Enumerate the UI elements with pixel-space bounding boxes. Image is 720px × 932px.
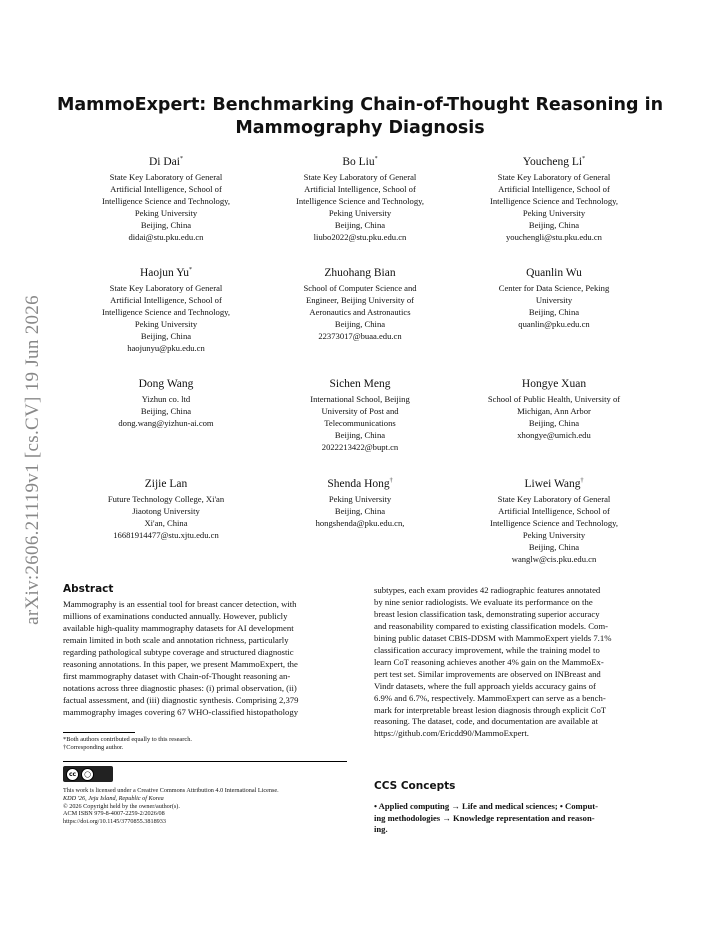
author-block: Quanlin Wu Center for Data Science, Peking University Beijing, China quanlin@pku.edu.cn	[498, 266, 610, 330]
author-block: Dong Wang Yizhun co. ltd Beijing, China dong.wang@yizhun-ai.com	[118, 377, 214, 429]
author-block: Youcheng Li* State Key Laboratory of General Artificial Intelligence, School of Intelligence Science and Technology, Peking University Beijing, China youchengli@stu.pku.edu.cn	[489, 155, 619, 243]
footnote-rule	[63, 732, 135, 733]
author-block: Haojun Yu* State Key Laboratory of General Artificial Intelligence, School of Intelligence Science and Technology, Peking University Beijing, China haojunyu@pku.edu.cn	[101, 266, 231, 354]
author-block: Sichen Meng International School, Beijing University of Post and Telecommunications Beijing, China 2022213422@bupt.cn	[310, 377, 410, 453]
doi-link[interactable]: https://doi.org/10.1145/3770855.3818933	[63, 818, 166, 826]
author-name: Hongye Xuan	[521, 377, 587, 390]
author-block: Liwei Wang† State Key Laboratory of General Artificial Intelligence, School of Intelligence Science and Technology, Peking University Beijing, China wanglw@cis.pku.edu.cn	[489, 477, 619, 565]
author-block: Di Dai* State Key Laboratory of General Artificial Intelligence, School of Intelligence Science and Technology, Peking University Beijing, China didai@stu.pku.edu.cn	[101, 155, 231, 243]
author-name: Zijie Lan	[144, 477, 188, 490]
author-name: Bo Liu	[342, 155, 375, 168]
author-block: Shenda Hong† Peking University Beijing, China hongshenda@pku.edu.cn,	[315, 477, 405, 529]
ccs-concepts: • Applied computing → Life and medical sciences; • Comput- ing methodologies → Knowledge representation and reason- ing.	[374, 801, 598, 834]
author-name: Dong Wang	[138, 377, 194, 390]
license-rule	[63, 761, 347, 762]
footnotes: *Both authors contributed equally to this research. †Corresponding author.	[63, 736, 193, 751]
author-name: Liwei Wang	[524, 477, 581, 490]
ccs-heading: CCS Concepts	[374, 780, 456, 792]
author-name: Haojun Yu	[139, 266, 190, 279]
author-block: Zhuohang Bian School of Computer Science and Engineer, Beijing University of Aeronautics and Astronautics Beijing, China 22373017@buaa.edu.cn	[303, 266, 417, 342]
author-block: Hongye Xuan School of Public Health, University of Michigan, Ann Arbor Beijing, China xhongye@umich.edu	[487, 377, 621, 441]
author-name: Di Dai	[149, 155, 180, 168]
license-notice: This work is licensed under a Creative Commons Attribution 4.0 International License. KDD '26, Jeju Island, Republic of Korea © 2026 Copyright held by the owner/author(s). ACM ISBN 979-8-4007-2259-2/2026/08 https://doi.org/10.1145/3770855.3818933	[63, 787, 279, 826]
author-name: Sichen Meng	[329, 377, 391, 390]
abstract-heading: Abstract	[63, 583, 114, 595]
creative-commons-badge-icon: cc ◯	[63, 766, 113, 782]
author-name: Zhuohang Bian	[324, 266, 396, 279]
author-block: Zijie Lan Future Technology College, Xi'an Jiaotong University Xi'an, China 16681914477@stu.xjtu.edu.cn	[107, 477, 225, 541]
author-block: Bo Liu* State Key Laboratory of General Artificial Intelligence, School of Intelligence Science and Technology, Peking University Beijing, China liubo2022@stu.pku.edu.cn	[295, 155, 425, 243]
author-name: Quanlin Wu	[526, 266, 582, 279]
author-name: Youcheng Li	[522, 155, 583, 168]
abstract-left-column: Mammography is an essential tool for breast cancer detection, with millions of examinations conducted annually. However, publicly available high-quality mammography datasets for AI development remain limited in both scale and annotation richness, particularly regarding pathological subtype coverage and structured diagnostic reasoning annotations. In this paper, we present MammoExpert, the first mammography dataset with Chain-of-Thought reasoning an- notations across three diagnostic phases: (i) primal observation, (ii) factual assessment, and (iii) diagnostic synthesis. Comprising 2,379 mammography images covering 67 WHO-classified histopathology	[63, 599, 299, 717]
paper-title: MammoExpert: Benchmarking Chain-of-Thought Reasoning in Mammography Diagnosis	[56, 95, 664, 138]
author-name: Shenda Hong	[327, 477, 390, 490]
abstract-right-column: subtypes, each exam provides 42 radiographic features annotated by nine senior radiologists. We evaluate its performance on the breast lesion classification task, demonstrating superior accuracy and reasonability compared to existing classification models. Com- bining public dataset CBIS-DDSM with MammoExpert yields 7.1% classification accuracy improvement, while the training model to learn CoT reasoning achieves another 4% gain on the MammoEx- pert test set. Similar improvements are observed on INBreast and Vindr datasets, where the full approach yields accuracy gains of 6.9% and 6.7%, respectively. MammoExpert can serve as a bench- mark for interpretable breast lesion diagnosis through explicit CoT reasoning. The dataset, code, and documentation are available at https://github.com/Ericdd90/MammoExpert.	[374, 585, 612, 739]
